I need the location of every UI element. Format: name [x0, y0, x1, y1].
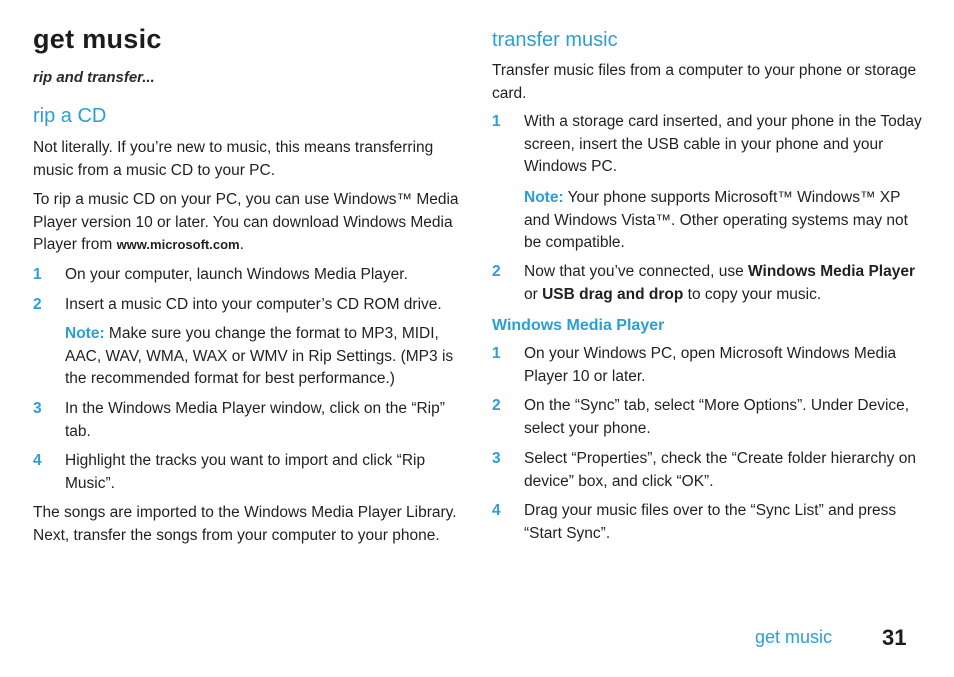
windows-media-player-option: Windows Media Player — [748, 263, 915, 280]
step-text: Highlight the tracks you want to import and click “Rip Music”. — [65, 452, 426, 492]
step-number: 4 — [492, 502, 501, 519]
rip-closing-paragraph: The songs are imported to the Windows Media Player Library. Next, transfer the songs from your computer to your phone. — [33, 504, 457, 544]
step-number: 1 — [492, 345, 501, 362]
subheading-windows-media-player: Windows Media Player — [492, 317, 665, 334]
step-text: Select “Properties”, check the “Create folder hierarchy on device” box, and click “OK”. — [524, 450, 916, 490]
section-heading-transfer-music: transfer music — [492, 29, 618, 51]
step-text — [524, 261, 924, 306]
step2-post: to copy your music. — [683, 285, 822, 303]
step-text: Insert a music CD into your computer’s CD ROM drive. — [65, 296, 442, 313]
note-body: Make sure you change the format to MP3, MIDI, AAC, WAV, WMA, WAX or WMV in Rip Settings. (MP3 is the recommended format for best performance.) — [65, 325, 454, 387]
usb-drag-and-drop-option: USB drag and drop — [542, 285, 684, 303]
step-text: Drag your music files over to the “Sync List” and press “Start Sync”. — [524, 502, 897, 542]
rip-instruction-end: . — [239, 236, 244, 253]
note-text — [65, 323, 465, 391]
step2-mid: or — [524, 285, 543, 303]
step-number: 3 — [33, 400, 42, 417]
microsoft-url: www.microsoft.com — [116, 237, 240, 252]
step-number: 3 — [492, 450, 501, 467]
step2-pre: Now that you’ve connected, use — [524, 263, 749, 280]
page-number: 31 — [882, 625, 907, 650]
step-number: 2 — [492, 397, 501, 414]
step-text: With a storage card inserted, and your phone in the Today screen, insert the USB cable in your phone and your Windows PC. — [524, 113, 922, 175]
step-number: 4 — [33, 452, 42, 469]
rip-instruction-paragraph — [33, 189, 465, 257]
footer-section-label: get music — [755, 627, 833, 647]
step-number: 2 — [492, 263, 501, 280]
step-number: 1 — [33, 266, 42, 283]
rip-intro-paragraph: Not literally. If you’re new to music, this means transferring music from a music CD to your PC. — [33, 139, 434, 179]
step-text: On your Windows PC, open Microsoft Windows Media Player 10 or later. — [524, 345, 897, 385]
step-text: In the Windows Media Player window, click on the “Rip” tab. — [65, 400, 445, 440]
note-label: Note: — [65, 325, 105, 342]
page-title: get music — [33, 24, 162, 54]
note-body: Your phone supports Microsoft™ Windows™ XP and Windows Vista™. Other operating systems may not be compatible. — [524, 189, 908, 251]
page-subtitle: rip and transfer... — [33, 69, 155, 86]
step-number: 1 — [492, 113, 501, 130]
step-text: On the “Sync” tab, select “More Options”. Under Device, select your phone. — [524, 397, 910, 437]
step-text: On your computer, launch Windows Media Player. — [65, 266, 408, 283]
transfer-intro-paragraph: Transfer music files from a computer to your phone or storage card. — [492, 62, 917, 102]
note-label: Note: — [524, 189, 564, 206]
section-heading-rip-a-cd: rip a CD — [33, 105, 107, 127]
step-number: 2 — [33, 296, 42, 313]
rip-instruction-text: To rip a music CD on your PC, you can use Windows™ Media Player version 10 or later. You can download Windows Media Player from — [33, 191, 459, 253]
note-text — [524, 187, 924, 255]
